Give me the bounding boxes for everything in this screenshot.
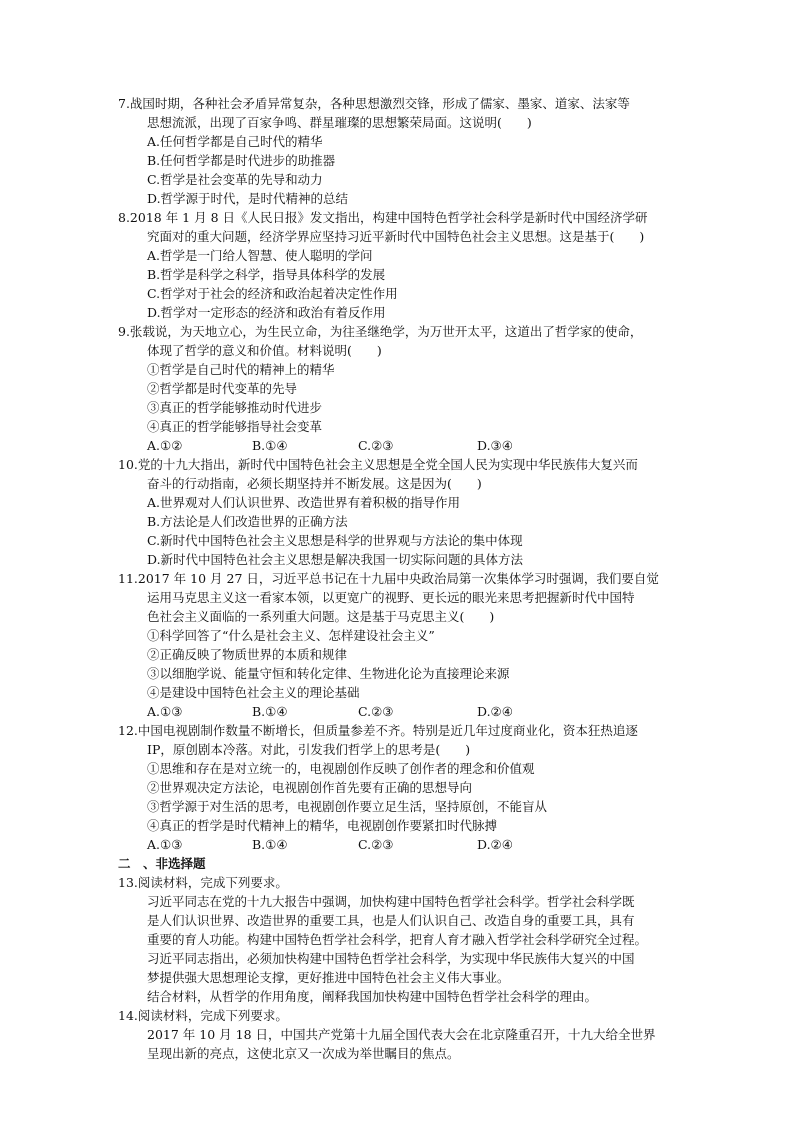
q9-choice-b: B.①④ — [252, 438, 288, 453]
q12-choices — [118, 835, 704, 854]
q12-item-3: ③哲学源于对生活的思考，电视剧创作要立足生活，坚持原创，不能盲从 — [147, 799, 548, 814]
q11-stem-line-3: 色社会主义面临的一系列重大问题。这是基于马克思主义( ) — [147, 609, 495, 624]
q10-stem-line-2: 奋斗的行动指南，必须长期坚持并不断发展。这是因为( ) — [147, 476, 482, 491]
question-13 — [118, 873, 704, 1006]
q12-choice-a: A.①③ — [147, 837, 183, 852]
q12-choice-b: B.①④ — [252, 837, 288, 852]
q7-option-a: A.任何哲学都是自己时代的精华 — [147, 134, 323, 149]
q8-stem-line-2: 究面对的重大问题，经济学界应坚持习近平新时代中国特色社会主义思想。这是基于( ) — [147, 229, 645, 244]
q7-option-c: C.哲学是社会变革的先导和动力 — [147, 172, 323, 187]
q11-choice-c: C.②③ — [358, 704, 394, 719]
q9-item-3: ③真正的哲学能够推动时代进步 — [147, 400, 323, 415]
q7-option-b: B.任何哲学都是时代进步的助推器 — [147, 153, 336, 168]
question-11 — [118, 569, 704, 721]
q10-option-c: C.新时代中国特色社会主义思想是科学的世界观与方法论的集中体现 — [147, 533, 523, 548]
q13-para2-line-2: 梦提供强大思想理论支撑，更好推进中国特色社会主义伟大事业。 — [147, 970, 510, 985]
q9-choice-c: C.②③ — [358, 438, 394, 453]
q9-item-1: ①哲学是自己时代的精神上的精华 — [147, 362, 335, 377]
question-8 — [118, 208, 704, 322]
question-14 — [118, 1006, 704, 1063]
question-9 — [118, 322, 704, 455]
q10-option-a: A.世界观对人们认识世界、改造世界有着积极的指导作用 — [147, 495, 461, 510]
q13-para2-line-1: 习近平同志指出，必须加快构建中国特色哲学社会科学，为实现中华民族伟大复兴的中国 — [147, 951, 635, 966]
q11-choice-a: A.①③ — [147, 704, 183, 719]
q13-para1-line-2: 是人们认识世界、改造世界的重要工具，也是人们认识自己、改造自身的重要工具，具有 — [147, 913, 635, 928]
q12-item-1: ①思维和存在是对立统一的，电视剧创作反映了创作者的理念和价值观 — [147, 761, 535, 776]
q9-item-2: ②哲学都是时代变革的先导 — [147, 381, 298, 396]
q9-stem-line-1: 9.张载说，为天地立心，为生民立命，为往圣继绝学，为万世开太平，这道出了哲学家的使命， — [118, 324, 643, 339]
q13-para1-line-1: 习近平同志在党的十九大报告中强调，加快构建中国特色哲学社会科学。哲学社会科学既 — [147, 894, 635, 909]
q13-para1-line-3: 重要的育人功能。构建中国特色哲学社会科学，把育人育才融入哲学社会科学研究全过程。 — [147, 932, 648, 947]
q11-item-2: ②正确反映了物质世界的本质和规律 — [147, 647, 348, 662]
q12-item-2: ②世界观决定方法论，电视剧创作首先要有正确的思想导向 — [147, 780, 473, 795]
q9-item-4: ④真正的哲学能够指导社会变革 — [147, 419, 323, 434]
q14-para1-line-2: 呈现出新的亮点，这使北京又一次成为举世瞩目的焦点。 — [147, 1046, 460, 1061]
q10-option-d: D.新时代中国特色社会主义思想是解决我国一切实际问题的具体方法 — [147, 552, 524, 567]
q11-item-3: ③以细胞学说、能量守恒和转化定律、生物进化论为直接理论来源 — [147, 666, 510, 681]
q8-stem-line-1: 8.2018 年 1 月 8 日《人民日报》发文指出，构建中国特色哲学社会科学是新时代中国经济学研 — [118, 210, 648, 225]
question-12 — [118, 721, 704, 854]
q12-choice-c: C.②③ — [358, 837, 394, 852]
section-title-non-choice: 二 、非选择题 — [118, 856, 206, 871]
q11-stem-line-1: 11.2017 年 10 月 27 日，习近平总书记在十九届中央政治局第一次集体学习时强调，我们要自觉 — [118, 571, 659, 586]
q9-choice-a: A.①② — [147, 438, 183, 453]
q11-choices — [118, 702, 704, 721]
q11-item-4: ④是建设中国特色社会主义的理论基础 — [147, 685, 360, 700]
q7-option-d: D.哲学源于时代，是时代精神的总结 — [147, 191, 349, 206]
q13-task: 结合材料，从哲学的作用角度，阐释我国加快构建中国特色哲学社会科学的理由。 — [147, 989, 598, 1004]
q9-stem-line-2: 体现了哲学的意义和价值。材料说明( ) — [147, 343, 382, 358]
q7-stem-line-2: 思想流派，出现了百家争鸣、群星璀璨的思想繁荣局面。这说明( ) — [147, 115, 532, 130]
q10-option-b: B.方法论是人们改造世界的正确方法 — [147, 514, 348, 529]
q9-choice-d: D.③④ — [477, 438, 513, 453]
q14-heading: 14.阅读材料，完成下列要求。 — [118, 1008, 288, 1023]
q11-item-1: ①科学回答了“什么是社会主义、怎样建设社会主义” — [147, 628, 435, 643]
q8-option-a: A.哲学是一门给人智慧、使人聪明的学问 — [147, 248, 373, 263]
question-10 — [118, 455, 704, 569]
question-7 — [118, 94, 704, 208]
q12-stem-line-1: 12.中国电视剧制作数量不断增长，但质量参差不齐。特别是近几年过度商业化，资本狂热追逐 — [118, 723, 638, 738]
q12-choice-d: D.②④ — [477, 837, 513, 852]
q9-choices — [118, 436, 704, 455]
exam-page — [118, 94, 704, 1063]
q13-heading: 13.阅读材料，完成下列要求。 — [118, 875, 288, 890]
q10-stem-line-1: 10.党的十九大指出，新时代中国特色社会主义思想是全党全国人民为实现中华民族伟大复兴而 — [118, 457, 638, 472]
q11-choice-b: B.①④ — [252, 704, 288, 719]
q11-choice-d: D.②④ — [477, 704, 513, 719]
q7-stem-line-1: 7.战国时期，各种社会矛盾异常复杂，各种思想激烈交锋，形成了儒家、墨家、道家、法家等 — [118, 96, 630, 111]
q11-stem-line-2: 运用马克思主义这一看家本领，以更宽广的视野、更长远的眼光来思考把握新时代中国特 — [147, 590, 635, 605]
q12-item-4: ④真正的哲学是时代精神上的精华，电视剧创作要紧扣时代脉搏 — [147, 818, 498, 833]
q14-para1-line-1: 2017 年 10 月 18 日，中国共产党第十九届全国代表大会在北京隆重召开，十九大给全世界 — [147, 1027, 656, 1042]
q8-option-d: D.哲学对一定形态的经济和政治有着反作用 — [147, 305, 386, 320]
q12-stem-line-2: IP，原创剧本冷落。对此，引发我们哲学上的思考是( ) — [147, 742, 471, 757]
q8-option-b: B.哲学是科学之科学，指导具体科学的发展 — [147, 267, 386, 282]
q8-option-c: C.哲学对于社会的经济和政治起着决定性作用 — [147, 286, 398, 301]
